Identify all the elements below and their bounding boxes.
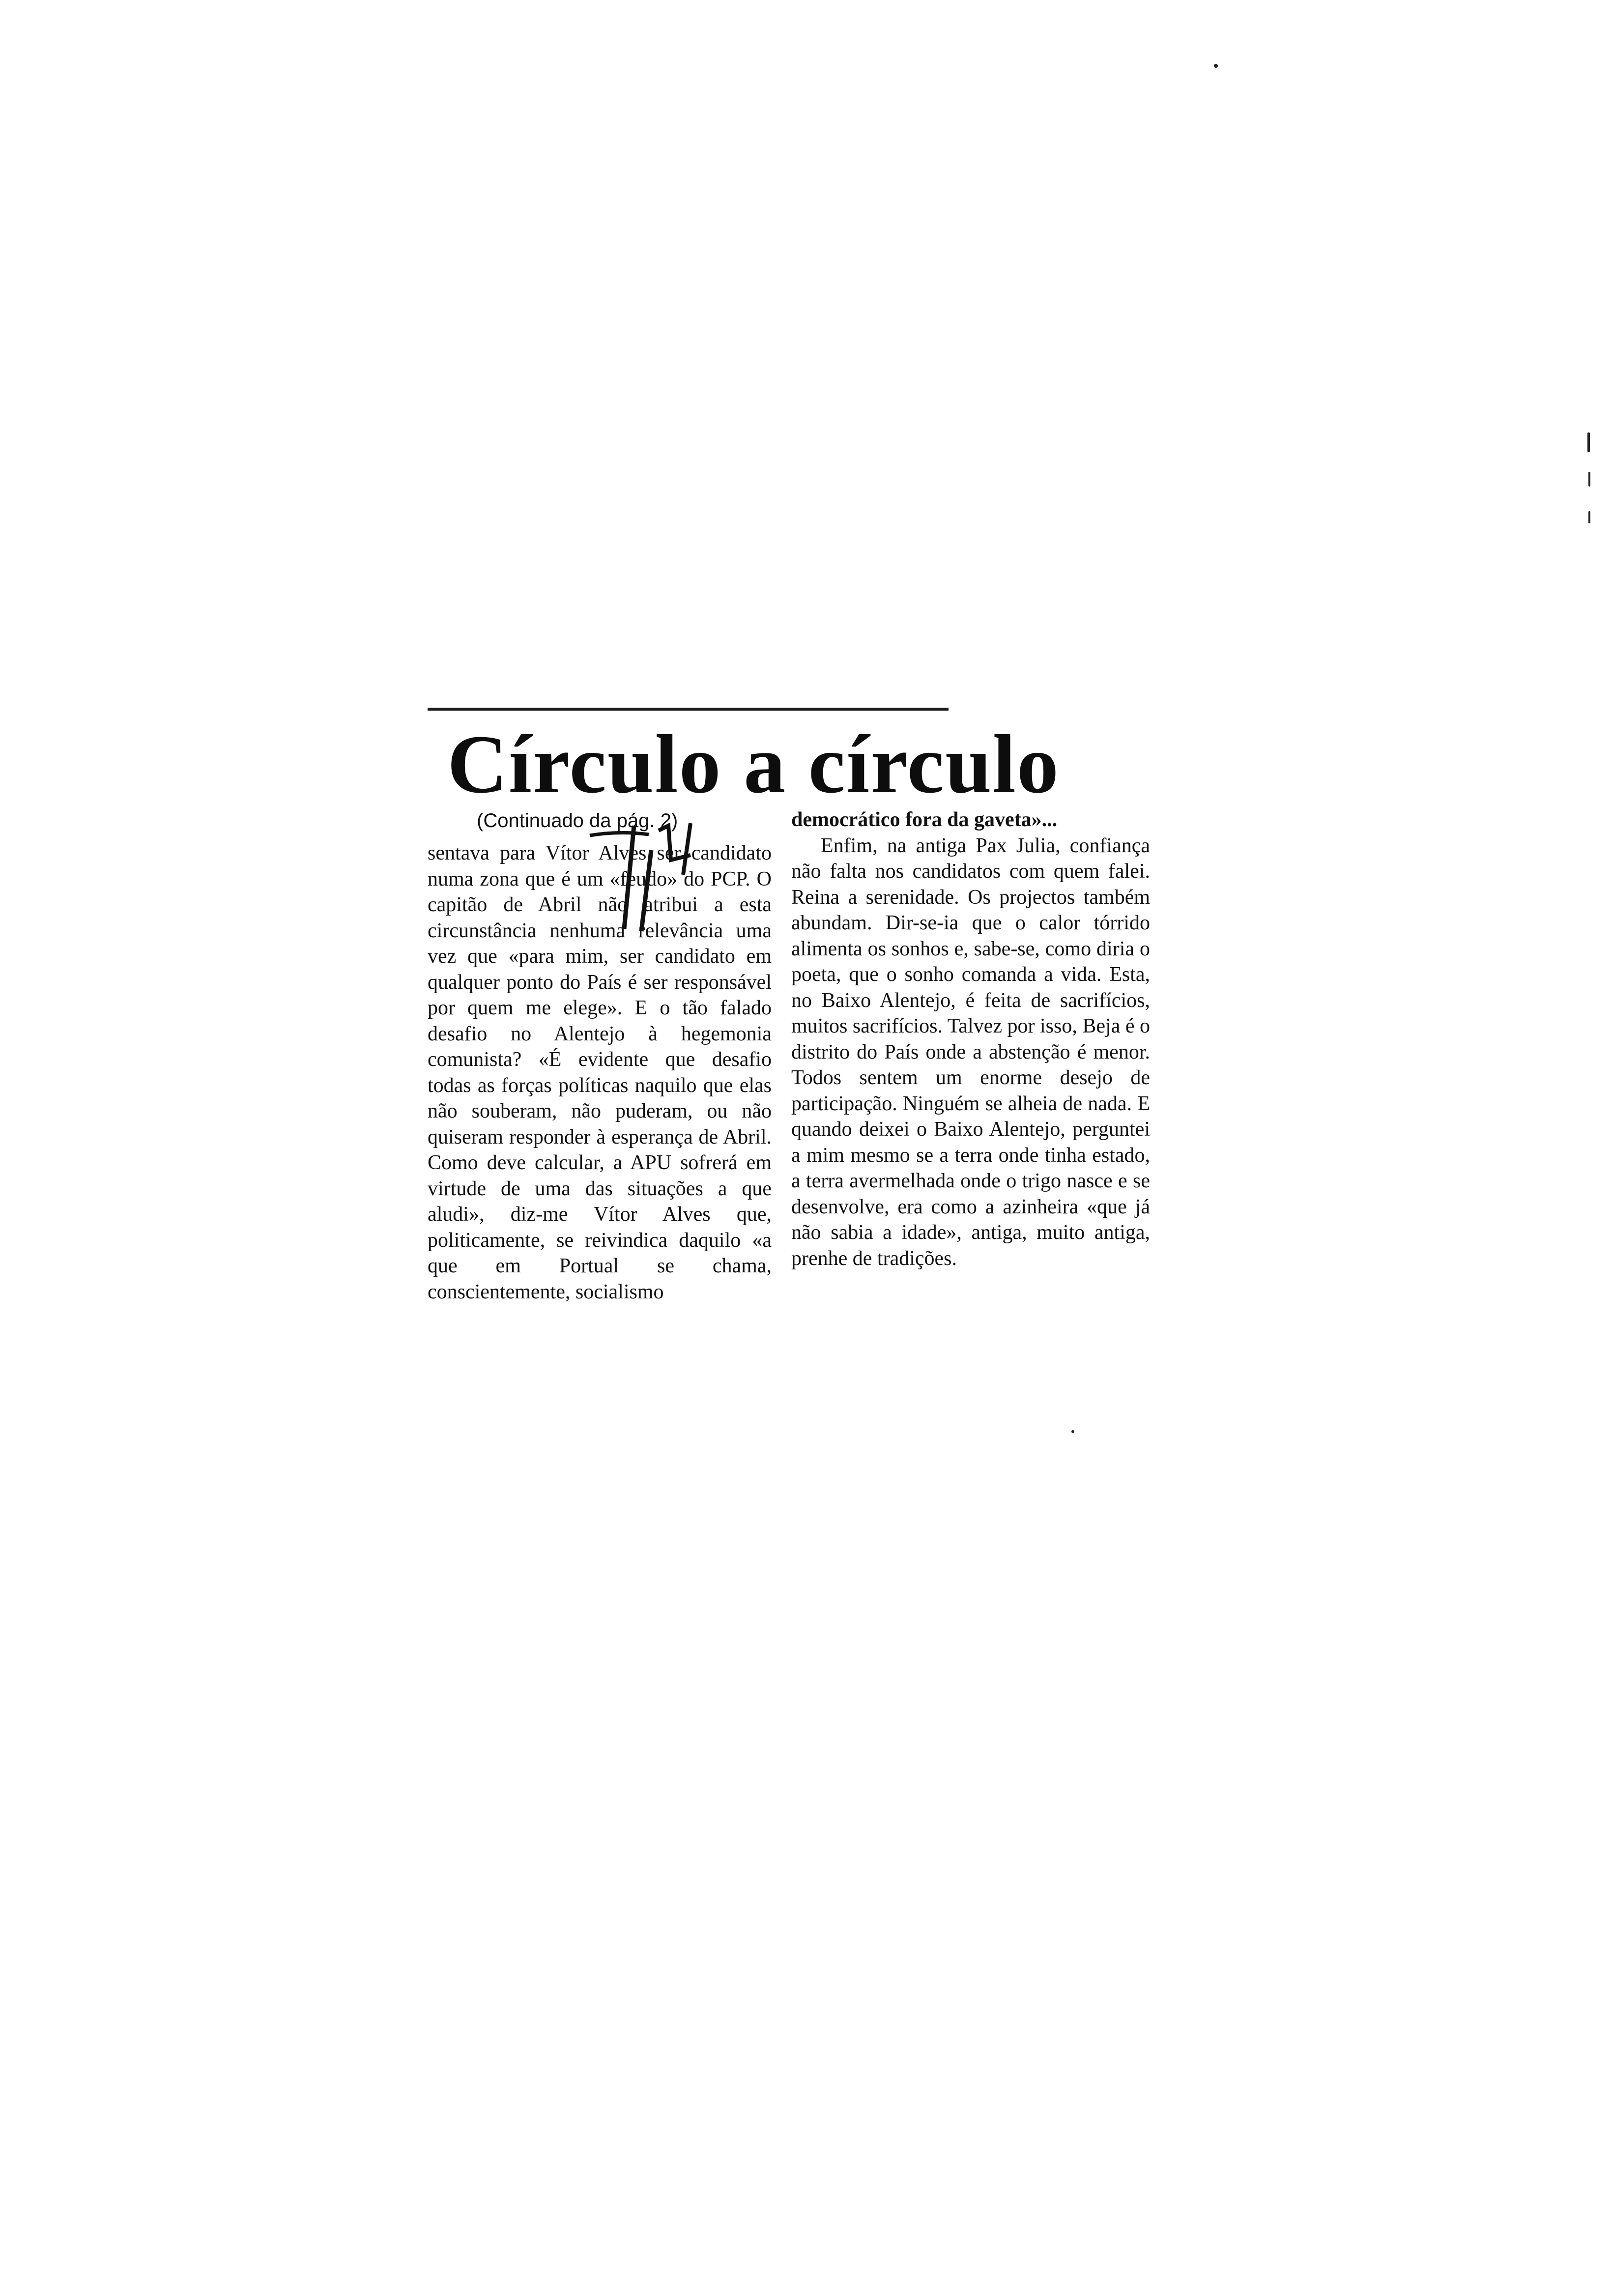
scan-speck: [1588, 472, 1590, 487]
paragraph: Enfim, na antiga Pax Julia, confiança não falta nos candidatos com quem falei. Reina a serenidade. Os projectos também abundam. Dir-se-ia que o calor tórrido alimenta os sonhos e, sabe-se, como diria o poeta, que o sonho comanda a vida. Esta, no Baixo Alentejo, é feita de sacrifícios, muitos sacrifícios. Talvez por isso, Beja é o distrito do País onde a abstenção é menor. Todos sentem um enorme desejo de participação. Ninguém se alheia de nada. E quando deixei o Baixo Alentejo, perguntei a mim mesmo se a terra onde tinha estado, a terra avermelhada onde o trigo nasce e se desenvolve, era como a azinheira «que já não sabia a idade», antiga, muito antiga, prenhe de tradições.: [791, 834, 1150, 1270]
handwritten-signature: [585, 821, 713, 934]
headline: Círculo a círculo: [447, 718, 1060, 810]
newspaper-clipping: [418, 698, 1155, 1445]
column-right: [791, 807, 1150, 1271]
continued-note: (Continuado da pág. 2): [477, 810, 678, 832]
headline-rule: [428, 708, 949, 711]
paragraph: sentava para Vítor Alves ser candidato numa zona que é um «feudo» do PCP. O capitão de Abril não atribui a esta circunstância nenhuma relevância uma vez que «para mim, ser candidato em qualquer ponto do País é ser responsável por quem me elege». E o tão falado desafio no Alentejo à hegemonia comunista? «É evidente que desafio todas as forças políticas naquilo que elas não souberam, não puderam, ou não quiseram responder à esperança de Abril. Como deve calcular, a APU sofrerá em virtude de uma das situações a que aludi», diz-me Vítor Alves que, politicamente, se reivindica daquilo «a que em Portual se chama, conscientemente, socialismo: [428, 842, 772, 1303]
signature-mark: [585, 821, 713, 934]
scan-speck: [1588, 511, 1590, 523]
paragraph-lead: democrático fora da gaveta»...: [791, 808, 1058, 831]
scan-speck: [1587, 432, 1590, 452]
scan-speck: [1214, 64, 1218, 68]
